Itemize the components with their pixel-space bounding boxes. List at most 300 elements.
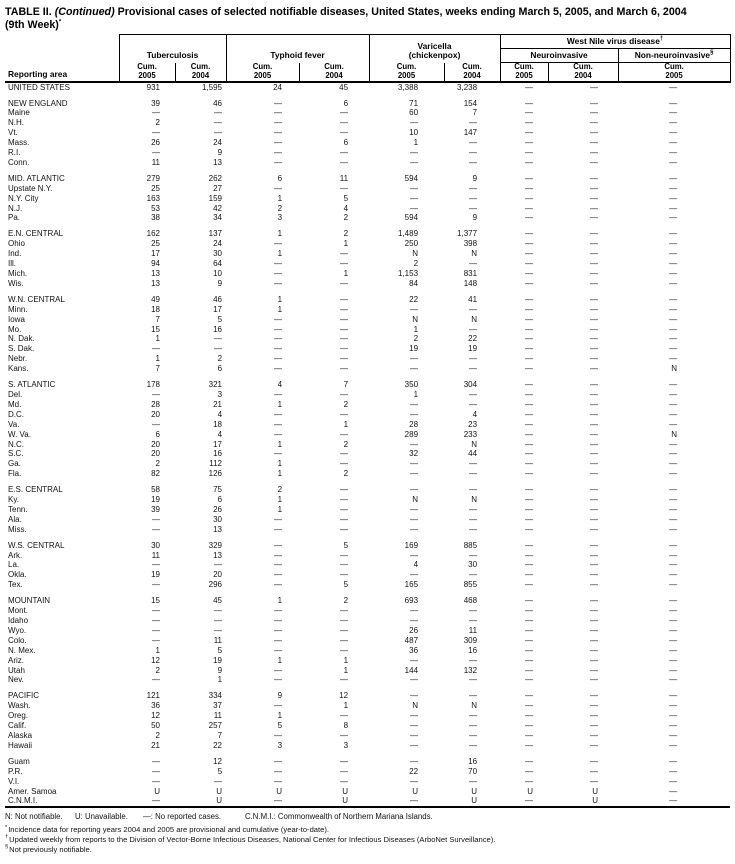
value-cell: 1 [277,439,283,449]
value-cell: — [525,157,534,167]
table-row [5,459,730,469]
value-cell: — [340,524,349,534]
value-cell: — [669,334,678,344]
value-cell: — [274,118,283,128]
value-cell: — [469,655,478,665]
table-row [5,269,730,279]
value-cell: — [525,409,534,419]
value-cell: — [469,711,478,721]
reporting-area-cell: D.C. [8,409,24,419]
value-cell: — [469,389,478,399]
value-cell: — [410,183,419,193]
value-cell: — [340,278,349,288]
reporting-area-cell: Ohio [8,239,25,249]
reporting-area-cell: Idaho [8,616,29,625]
value-cell: — [469,304,478,314]
value-cell: — [669,259,678,269]
value-cell: — [590,128,599,138]
table-row [5,505,730,515]
value-cell: — [525,756,534,766]
value-cell: — [274,796,283,806]
value-cell: — [410,193,419,203]
reporting-area-cell: N.C. [8,439,24,449]
value-cell: — [590,229,599,239]
value-cell: — [410,118,419,128]
value-cell: — [340,314,349,324]
value-cell: 70 [468,766,478,776]
value-cell: — [469,354,478,364]
value-cell: — [525,606,534,616]
table-title-label: TABLE II. [5,6,52,18]
table-title-continued: (Continued) [51,6,118,18]
value-cell: — [410,570,419,580]
value-cell: 21 [213,399,223,409]
reporting-area-cell: E.N. CENTRAL [8,229,64,239]
value-cell: — [340,560,349,570]
value-cell: 6 [217,364,223,374]
value-cell: 44 [468,449,478,459]
table-row [5,184,730,194]
reporting-area-cell: Del. [8,389,23,399]
value-cell: — [525,429,534,439]
value-cell: 1 [277,229,283,239]
value-cell: 178 [146,380,160,390]
table-row [5,590,730,606]
value-cell: 10 [213,269,223,278]
value-cell: — [274,776,283,786]
value-cell: 28 [409,419,419,429]
reporting-area-cell: Ga. [8,459,21,469]
value-cell: 84 [409,278,419,288]
value-cell: — [469,203,478,213]
value-cell: — [590,324,599,334]
value-cell: 11 [151,157,160,167]
value-cell: — [410,616,419,625]
value-cell: — [410,711,419,721]
value-cell: 58 [151,485,160,495]
value-cell: — [152,419,160,429]
reporting-area-cell: Tex. [8,580,23,590]
value-cell: 9 [217,665,223,675]
value-cell: 16 [213,449,223,459]
value-cell: — [669,108,678,118]
value-cell: — [590,485,599,495]
value-cell: 50 [151,721,160,731]
column-header-varicella-cum-2004: Cum. 2004 [444,63,500,82]
value-cell: 17 [151,249,160,259]
table-row [5,168,730,184]
value-cell: N [471,249,478,259]
value-cell: — [525,665,534,675]
value-cell: 16 [468,645,478,655]
value-cell: — [152,389,160,399]
footnote-dagger: †Updated weekly from reports to the Division of Vector-Borne Infectious Diseases, National Center for Infectious Diseases (ArboNet Surveillance). [5,834,496,844]
group-header-typhoid-fever: Typhoid fever [226,35,369,63]
value-cell: — [669,756,678,766]
value-cell: — [590,570,599,580]
value-cell: 1 [413,324,419,334]
value-cell: — [669,118,678,128]
value-cell: 4 [277,380,283,390]
value-cell: 1 [277,655,283,665]
value-cell: — [525,148,534,158]
table-section [5,590,730,685]
notifiable-diseases-table [5,34,731,808]
value-cell: — [410,409,419,419]
reporting-area-cell: N. Dak. [8,334,35,344]
value-cell: — [340,449,349,459]
value-cell: 304 [463,380,478,390]
value-cell: — [669,570,678,580]
value-cell: 11 [213,711,223,721]
value-cell: 162 [146,229,160,239]
value-cell: — [340,756,349,766]
value-cell: — [669,675,678,685]
value-cell: 468 [463,596,478,606]
value-cell: — [340,550,349,560]
value-cell: — [590,364,599,374]
value-cell: — [469,469,478,479]
value-cell: — [469,550,478,560]
value-cell: 1 [343,269,349,278]
value-cell: — [340,118,349,128]
value-cell: N [671,429,678,439]
value-cell: — [525,504,534,514]
value-cell: — [340,504,349,514]
value-cell: 19 [409,344,419,354]
value-cell: — [152,580,160,590]
value-cell: N [471,701,478,711]
value-cell: — [410,304,419,314]
value-cell: 9 [217,278,223,288]
value-cell: — [669,459,678,469]
value-cell: — [274,157,283,167]
value-cell: — [669,98,678,108]
value-cell: 20 [151,439,160,449]
value-cell: 18 [213,419,223,429]
value-cell: 2 [343,399,349,409]
table-row [5,646,730,656]
value-cell: 279 [146,173,160,183]
value-cell: 12 [213,756,223,766]
value-cell: — [590,98,599,108]
value-cell: — [469,606,478,616]
table-row [5,525,730,535]
value-cell: 350 [404,380,419,390]
value-cell: 132 [463,665,478,675]
value-cell: — [410,606,419,616]
value-cell: — [590,399,599,409]
value-cell: — [590,239,599,249]
value-cell: — [340,766,349,776]
value-cell: — [410,485,419,495]
column-header-reporting-area: Reporting area [5,35,119,82]
value-cell: 6 [217,495,223,505]
value-cell: 2 [413,334,419,344]
value-cell: — [669,485,678,495]
table-row [5,495,730,505]
table-section [5,223,730,288]
value-cell: 1 [277,504,283,514]
table-row [5,128,730,138]
value-cell: 9 [217,148,223,158]
value-cell: — [669,419,678,429]
value-cell: 1 [343,239,349,249]
value-cell: — [590,304,599,314]
value-cell: — [410,439,419,449]
table-title-text: Provisional cases of selected notifiable diseases, United States, weeks ending March 5, 2005, and March 6, 2004 [117,6,687,18]
value-cell: — [669,380,678,390]
value-cell: U [412,786,419,796]
reporting-area-cell: Calif. [8,721,27,731]
value-cell: — [525,173,534,183]
table-row [5,334,730,344]
table-row [5,108,730,118]
reporting-area-cell: MID. ATLANTIC [8,173,65,183]
value-cell: 289 [404,429,419,439]
reporting-area-cell: E.S. CENTRAL [8,485,63,495]
value-cell: — [669,409,678,419]
value-cell: 2 [155,665,160,675]
value-cell: — [274,580,283,590]
value-cell: — [525,249,534,259]
table-row [5,721,730,731]
value-cell: — [274,314,283,324]
value-cell: 4 [343,203,349,213]
value-cell: — [274,701,283,711]
value-cell: — [590,625,599,635]
value-cell: — [590,495,599,505]
value-cell: 23 [468,419,478,429]
value-cell: — [669,625,678,635]
value-cell: — [525,98,534,108]
table-row [5,656,730,666]
column-header-typhoid-cum-2005: Cum. 2005 [226,63,299,82]
value-cell: 4 [217,429,223,439]
value-cell: — [669,213,678,223]
value-cell: — [274,449,283,459]
value-cell: 5 [217,314,223,324]
table-row [5,390,730,400]
table-row [5,138,730,148]
reporting-area-cell: Va. [8,419,20,429]
value-cell: — [274,635,283,645]
value-cell: 148 [463,278,478,288]
value-cell: 1 [277,304,283,314]
reporting-area-cell: P.R. [8,766,23,776]
value-cell: 3 [277,213,283,223]
value-cell: — [590,756,599,766]
value-cell: — [590,409,599,419]
value-cell: 22 [409,766,419,776]
column-header-tb-cum-2004: Cum. 2004 [175,63,226,82]
value-cell: — [590,655,599,665]
value-cell: 17 [213,304,223,314]
value-cell: — [525,691,534,701]
value-cell: — [340,157,349,167]
reporting-area-cell: S. ATLANTIC [8,380,56,390]
value-cell: 12 [151,711,160,721]
value-cell: 1 [277,711,283,721]
table-section [5,479,730,535]
reporting-area-cell: Nev. [8,675,24,685]
value-cell: 2 [343,439,349,449]
footnote-section: §Not previously notifiable. [5,843,92,854]
table-title [5,6,730,32]
value-cell: — [525,550,534,560]
value-cell: — [590,249,599,259]
value-cell: U [342,796,349,806]
column-header-tb-cum-2005: Cum. 2005 [119,63,175,82]
section-footnote-mark: § [710,50,714,56]
value-cell: — [590,108,599,118]
value-cell: 1 [277,459,283,469]
value-cell: 1,153 [398,269,419,278]
value-cell: U [216,796,223,806]
value-cell: 8 [343,721,349,731]
table-row [5,305,730,315]
value-cell: N [471,314,478,324]
value-cell: — [669,711,678,721]
value-cell: — [669,148,678,158]
value-cell: 5 [277,721,283,731]
value-cell: — [274,269,283,278]
value-cell: — [274,128,283,138]
reporting-area-cell: Mo. [8,324,22,334]
value-cell: — [340,711,349,721]
value-cell: 38 [151,213,160,223]
value-cell: — [340,616,349,625]
table-header [5,35,730,82]
value-cell: — [669,449,678,459]
legend-item-n: N: Not notifiable. [5,812,63,822]
value-cell: — [274,239,283,249]
table-row [5,148,730,158]
value-cell: 64 [213,259,223,269]
value-cell: — [525,675,534,685]
reporting-area-cell: Tenn. [8,504,28,514]
reporting-area-cell: Mich. [8,269,28,278]
value-cell: — [525,334,534,344]
value-cell: 13 [151,278,160,288]
value-cell: 11 [213,635,223,645]
value-cell: — [590,560,599,570]
value-cell: — [410,354,419,364]
reporting-area-cell: S.C. [8,449,24,459]
value-cell: 1 [155,334,160,344]
value-cell: 4 [472,409,478,419]
value-cell: U [592,786,599,796]
value-cell: — [214,334,223,344]
value-cell: — [590,278,599,288]
group-header-tuberculosis: Tuberculosis [119,35,226,63]
value-cell: — [469,730,478,740]
value-cell: 24 [273,82,283,92]
value-cell: — [274,756,283,766]
reporting-area-cell: Oreg. [8,711,29,721]
reporting-area-cell: Minn. [8,304,28,314]
value-cell: U [154,786,160,796]
value-cell: — [214,118,223,128]
value-cell: 45 [339,82,349,92]
table-row [5,118,730,128]
value-cell: — [669,138,678,148]
value-cell: — [669,128,678,138]
column-header-wnv-neuro-cum-2004: Cum. 2004 [548,63,618,82]
value-cell: — [669,665,678,675]
value-cell: — [525,380,534,390]
value-cell: — [274,540,283,550]
value-cell: — [469,675,478,685]
value-cell: — [669,635,678,645]
value-cell: 1 [217,675,223,685]
value-cell: U [471,796,478,806]
table-row [5,344,730,354]
value-cell: 329 [208,540,223,550]
value-cell: — [469,514,478,524]
value-cell: 7 [472,108,478,118]
value-cell: — [590,540,599,550]
value-cell: 71 [409,98,419,108]
value-cell: 30 [151,540,160,550]
value-cell: 1 [277,249,283,259]
value-cell: — [669,439,678,449]
value-cell: — [340,304,349,314]
reporting-area-cell: Wyo. [8,625,27,635]
group-header-west-nile: West Nile virus disease† [500,35,730,49]
value-cell: — [410,550,419,560]
value-cell: 1,595 [201,82,223,92]
footnotes [5,825,730,854]
value-cell: 137 [208,229,223,239]
value-cell: 4 [413,560,419,570]
table-row [5,606,730,616]
value-cell: — [340,344,349,354]
table-section [5,93,730,168]
table-row [5,82,730,93]
value-cell: — [214,616,223,625]
table-section [5,374,730,479]
value-cell: — [525,259,534,269]
value-cell: — [340,389,349,399]
value-cell: 18 [151,304,160,314]
value-cell: 321 [208,380,223,390]
value-cell: 7 [343,380,349,390]
value-cell: 398 [463,239,478,249]
value-cell: — [590,616,599,625]
value-cell: — [590,514,599,524]
value-cell: — [669,314,678,324]
value-cell: 22 [213,740,223,750]
value-cell: 296 [208,580,223,590]
table-row [5,449,730,459]
value-cell: — [669,304,678,314]
reporting-area-cell: Upstate N.Y. [8,183,53,193]
value-cell: — [152,524,160,534]
value-cell: 13 [213,157,223,167]
value-cell: 6 [155,429,160,439]
reporting-area-cell: Md. [8,399,22,409]
value-cell: — [274,429,283,439]
reporting-area-cell: Wis. [8,278,24,288]
column-header-wnv-neuro-cum-2005: Cum. 2005 [500,63,548,82]
value-cell: — [410,756,419,766]
reporting-area-cell: Mont. [8,606,29,616]
value-cell: — [410,691,419,701]
value-cell: 19 [468,344,478,354]
value-cell: — [525,711,534,721]
value-cell: — [274,183,283,193]
